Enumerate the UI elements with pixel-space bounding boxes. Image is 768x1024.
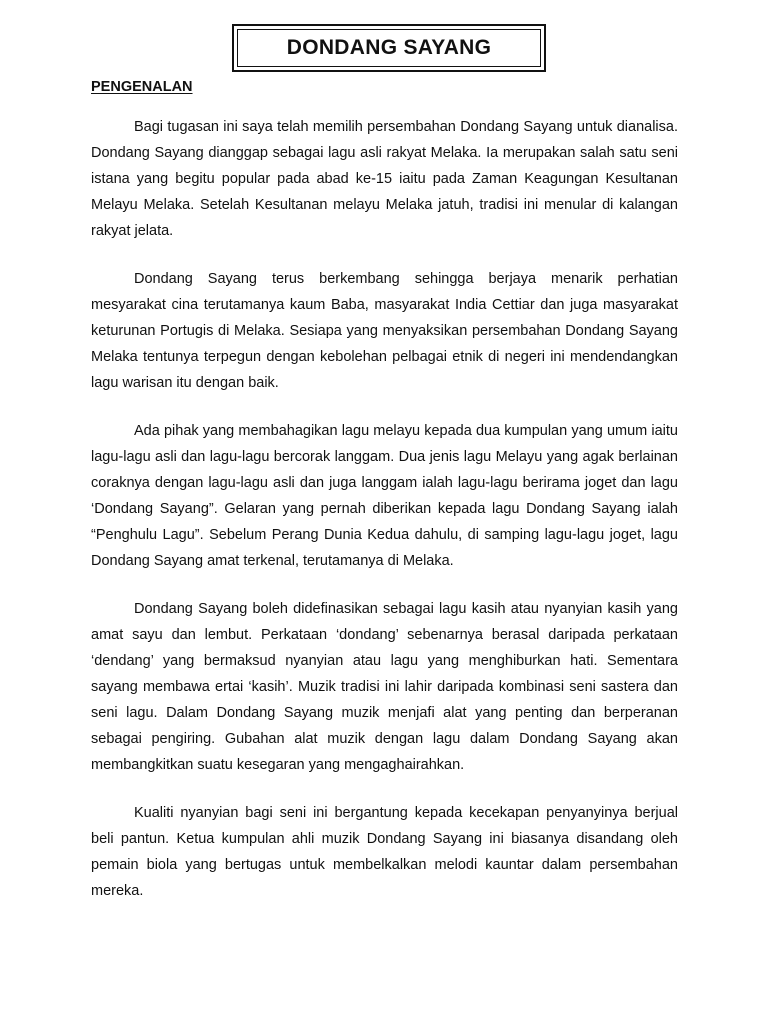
document-title: DONDANG SAYANG	[286, 36, 492, 59]
paragraph: Ada pihak yang membahagikan lagu melayu kepada dua kumpulan yang umum iaitu lagu-lagu asli dan lagu-lagu bercorak langgam. Dua jenis lagu Melayu yang agak berlainan coraknya dengan lagu-lagu asli dan juga langgam ialah lagu-lagu berirama joget dan lagu ‘Dondang Sayang”. Gelaran yang pernah diberikan kepada lagu Dondang Sayang ialah “Penghulu Lagu”. Sebelum Perang Dunia Kedua dahulu, di samping lagu-lagu joget, lagu Dondang Sayang amat terkenal, terutamanya di Melaka.	[91, 423, 678, 569]
paragraph: Dondang Sayang boleh didefinasikan sebagai lagu kasih atau nyanyian kasih yang amat sayu dan lembut. Perkataan ‘dondang’ sebenarnya berasal daripada perkataan ‘dendang’ yang bermaksud nyanyian atau lagu yang menghiburkan hati. Sementara sayang membawa ertai ‘kasih’. Muzik tradisi ini lahir daripada kombinasi seni sastera dan seni lagu. Dalam Dondang Sayang muzik menjafi alat yang penting dan berperanan sebagai pengiring. Gubahan alat muzik dengan lagu dalam Dondang Sayang akan membangkitkan suatu kesegaran yang mengaghairahkan.	[91, 601, 678, 773]
paragraph: Dondang Sayang terus berkembang sehingga berjaya menarik perhatian mesyarakat cina terutamanya kaum Baba, masyarakat India Cettiar dan juga masyarakat keturunan Portugis di Melaka. Sesiapa yang menyaksikan persembahan Dondang Sayang Melaka tentunya terpegun dengan kebolehan pelbagai etnik di negeri ini mendendangkan lagu warisan itu dengan baik.	[91, 271, 678, 391]
paragraph: Kualiti nyanyian bagi seni ini bergantung kepada kecekapan penyanyinya berjual beli pantun. Ketua kumpulan ahli muzik Dondang Sayang ini biasanya disandang oleh pemain biola yang bertugas untuk membelkalkan melodi kauntar dalam persembahan mereka.	[91, 805, 678, 899]
body-text	[91, 114, 678, 926]
title-inner-frame	[237, 29, 541, 67]
paragraph: Bagi tugasan ini saya telah memilih persembahan Dondang Sayang untuk dianalisa. Dondang Sayang dianggap sebagai lagu asli rakyat Melaka. Ia merupakan salah satu seni istana yang begitu popular pada abad ke-15 iaitu pada Zaman Keagungan Kesultanan Melayu Melaka. Setelah Kesultanan melayu Melaka jatuh, tradisi ini menular di kalangan rakyat jelata.	[91, 119, 678, 239]
section-heading: PENGENALAN	[91, 79, 193, 95]
title-frame	[232, 24, 546, 72]
